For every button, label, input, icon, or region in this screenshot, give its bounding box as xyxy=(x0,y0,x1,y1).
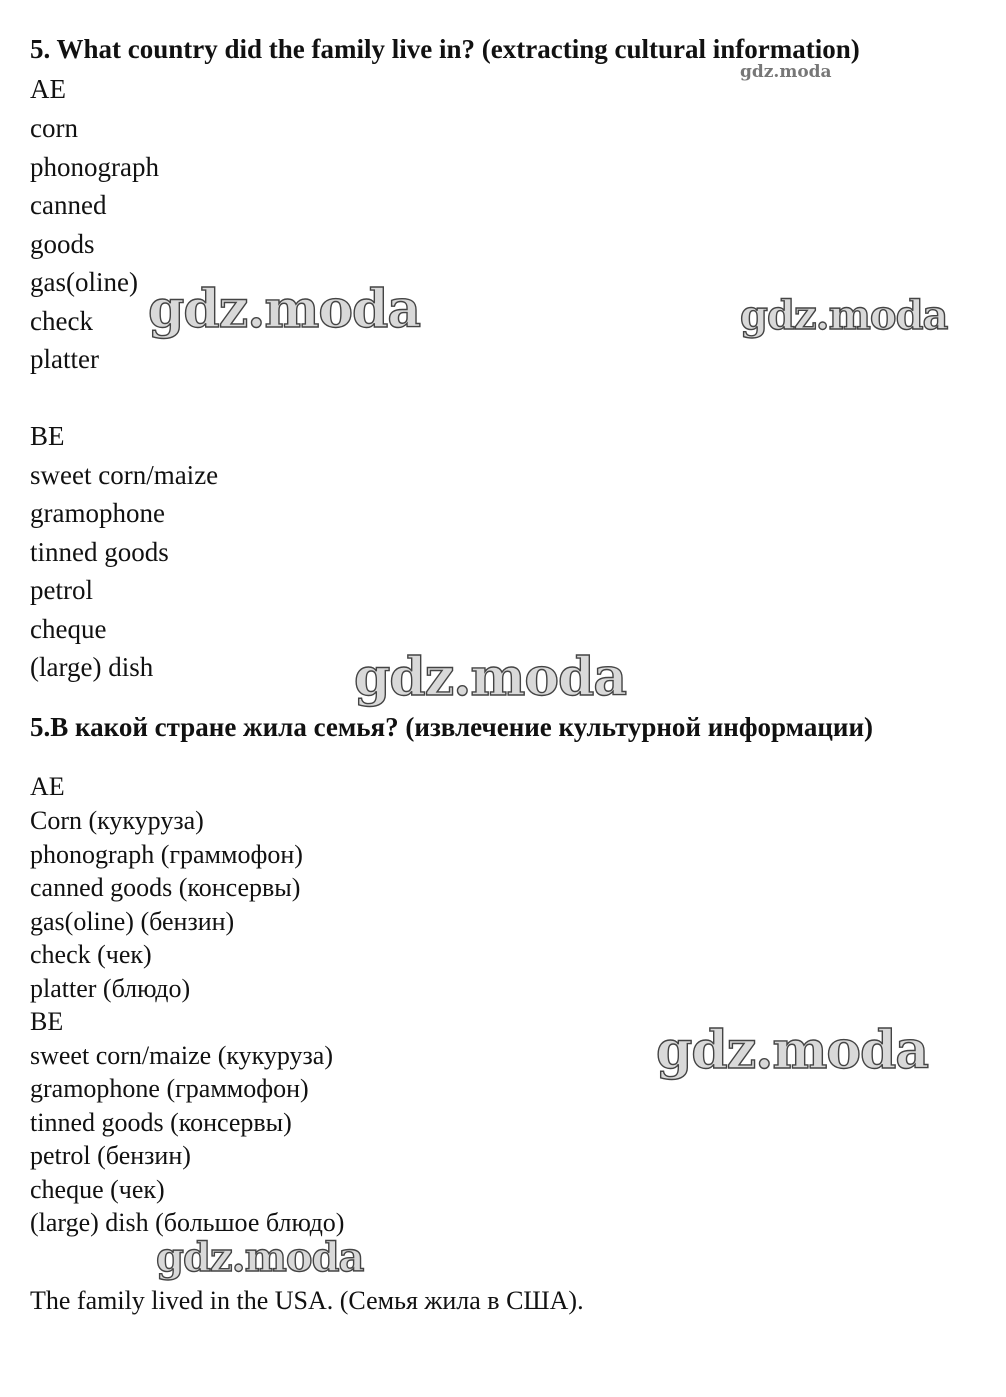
ae-item-translated: phonograph (граммофон) xyxy=(30,840,303,869)
watermark-logo: gdz.moda xyxy=(740,292,948,339)
watermark-logo: gdz.moda xyxy=(148,279,421,340)
be-item-translated: sweet corn/maize (кукуруза) xyxy=(30,1041,333,1070)
be-label-ru: BE xyxy=(30,1007,64,1036)
question-heading-en: 5. What country did the family live in? (extracting cultural information) xyxy=(30,34,860,64)
ae-item: check xyxy=(30,306,93,336)
be-item: (large) dish xyxy=(30,652,154,682)
be-item-translated: cheque (чек) xyxy=(30,1175,165,1204)
question-heading-ru: 5.В какой стране жила семья? (извлечение культурной информации) xyxy=(30,712,873,742)
ae-label-en: AE xyxy=(30,74,66,104)
ae-item: corn xyxy=(30,113,78,143)
ae-item-translated: check (чек) xyxy=(30,940,152,969)
ae-item: gas(oline) xyxy=(30,267,138,297)
be-item: petrol xyxy=(30,575,93,605)
ae-item: platter xyxy=(30,344,99,374)
be-item: cheque xyxy=(30,614,107,644)
be-item: sweet corn/maize xyxy=(30,460,219,490)
be-item: gramophone xyxy=(30,498,165,528)
be-item-translated: (large) dish (большое блюдо) xyxy=(30,1208,345,1237)
ae-item: phonograph xyxy=(30,152,159,182)
ae-item: goods xyxy=(30,229,95,259)
ae-item-translated: gas(oline) (бензин) xyxy=(30,907,235,936)
be-item-translated: petrol (бензин) xyxy=(30,1141,191,1170)
watermark-logo: gdz.moda xyxy=(156,1234,364,1281)
be-item: tinned goods xyxy=(30,537,169,567)
ae-item-translated: canned goods (консервы) xyxy=(30,873,301,902)
watermark-logo: gdz.moda xyxy=(656,1020,929,1081)
be-label-en: BE xyxy=(30,421,65,451)
ae-item: canned xyxy=(30,190,107,220)
be-item-translated: gramophone (граммофон) xyxy=(30,1074,309,1103)
ae-label-ru: AE xyxy=(30,772,65,801)
be-item-translated: tinned goods (консервы) xyxy=(30,1108,292,1137)
ae-item-translated: Corn (кукуруза) xyxy=(30,806,204,835)
ae-item-translated: platter (блюдо) xyxy=(30,974,191,1003)
watermark-logo: gdz.moda xyxy=(354,647,627,708)
watermark-logo: gdz.moda xyxy=(740,62,832,82)
answer-line: The family lived in the USA. (Семья жила в США). xyxy=(30,1286,584,1315)
